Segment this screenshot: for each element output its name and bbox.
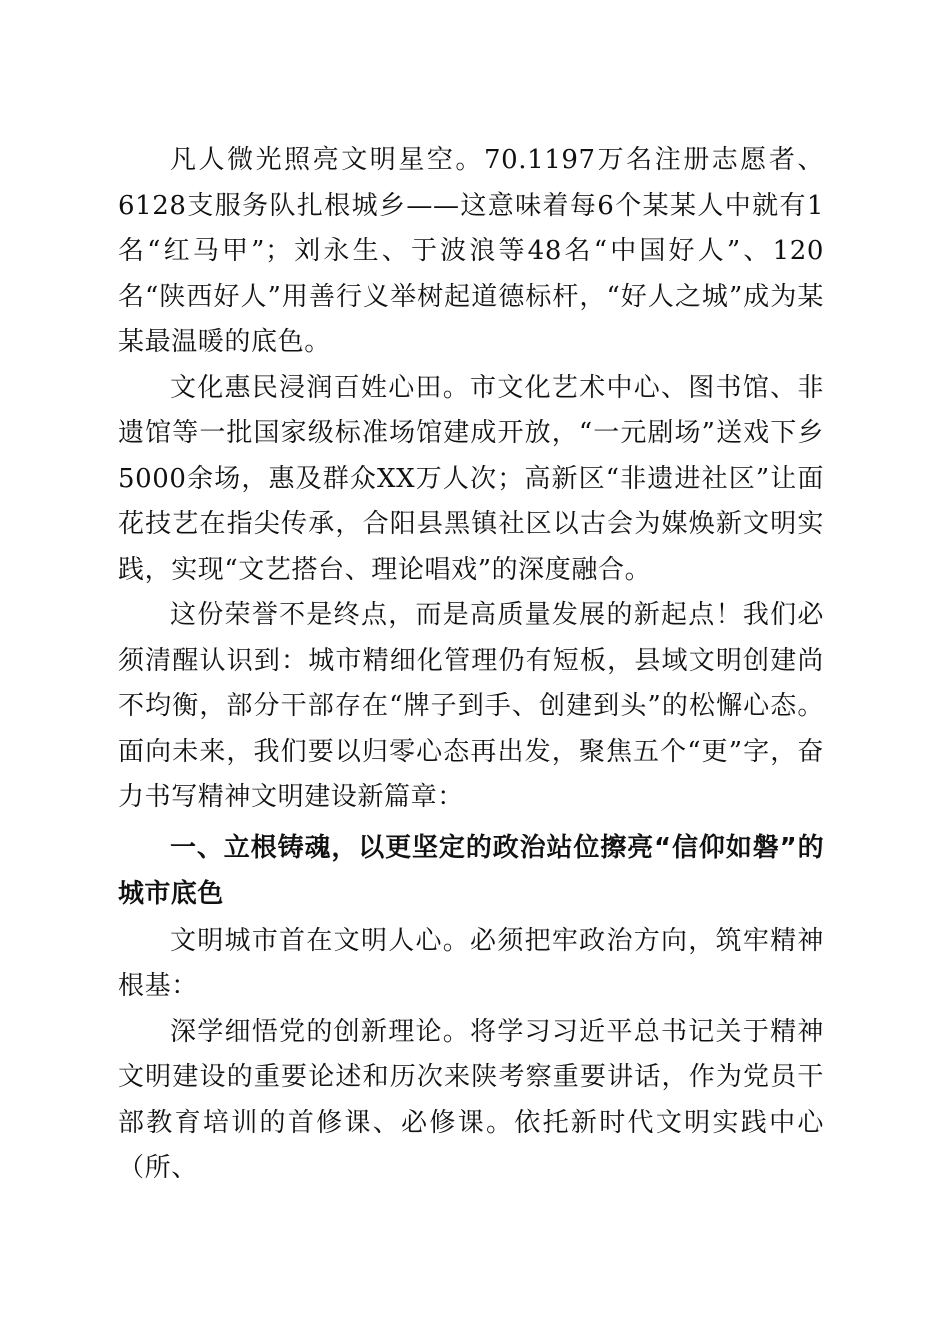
paragraph-culture: 文化惠民浸润百姓心田。市文化艺术中心、图书馆、非遗馆等一批国家级标准场馆建成开放，“一元剧场”送戏下乡5000余场，惠及群众XX万人次；高新区“非遗进社区”让面花技艺在指尖传承，合阳县黑镇社区以古会为媒焕新文明实践，实现“文艺搭台、理论唱戏”的深度融合。 [118, 372, 824, 585]
paragraph-civilized-heart: 文明城市首在文明人心。必须把牢政治方向，筑牢精神根基： [118, 925, 824, 1001]
paragraph-volunteers: 凡人微光照亮文明星空。70.1197万名注册志愿者、6128支服务队扎根城乡——这意味着每6个某某人中就有1名“红马甲”；刘永生、于波浪等48名“中国好人”、120名“陕西好人”用善行义举树起道德标杆，“好人之城”成为某某最温暖的底色。 [118, 145, 824, 357]
paragraph-new-starting-point: 这份荣誉不是终点，而是高质量发展的新起点！我们必须清醒认识到：城市精细化管理仍有短板，县域文明创建尚不均衡，部分干部存在“牌子到手、创建到头”的松懈心态。面向未来，我们要以归零心态再出发，聚焦五个“更”字，奋力书写精神文明建设新篇章： [118, 600, 824, 812]
document-page [118, 138, 824, 1192]
section-heading-one: 一、立根铸魂，以更坚定的政治站位擦亮“信仰如磐”的城市底色 [118, 832, 824, 909]
paragraph-study-theory: 深学细悟党的创新理论。将学习习近平总书记关于精神文明建设的重要论述和历次来陕考察重要讲话，作为党员干部教育培训的首修课、必修课。依托新时代文明实践中心（所、 [118, 1016, 824, 1183]
